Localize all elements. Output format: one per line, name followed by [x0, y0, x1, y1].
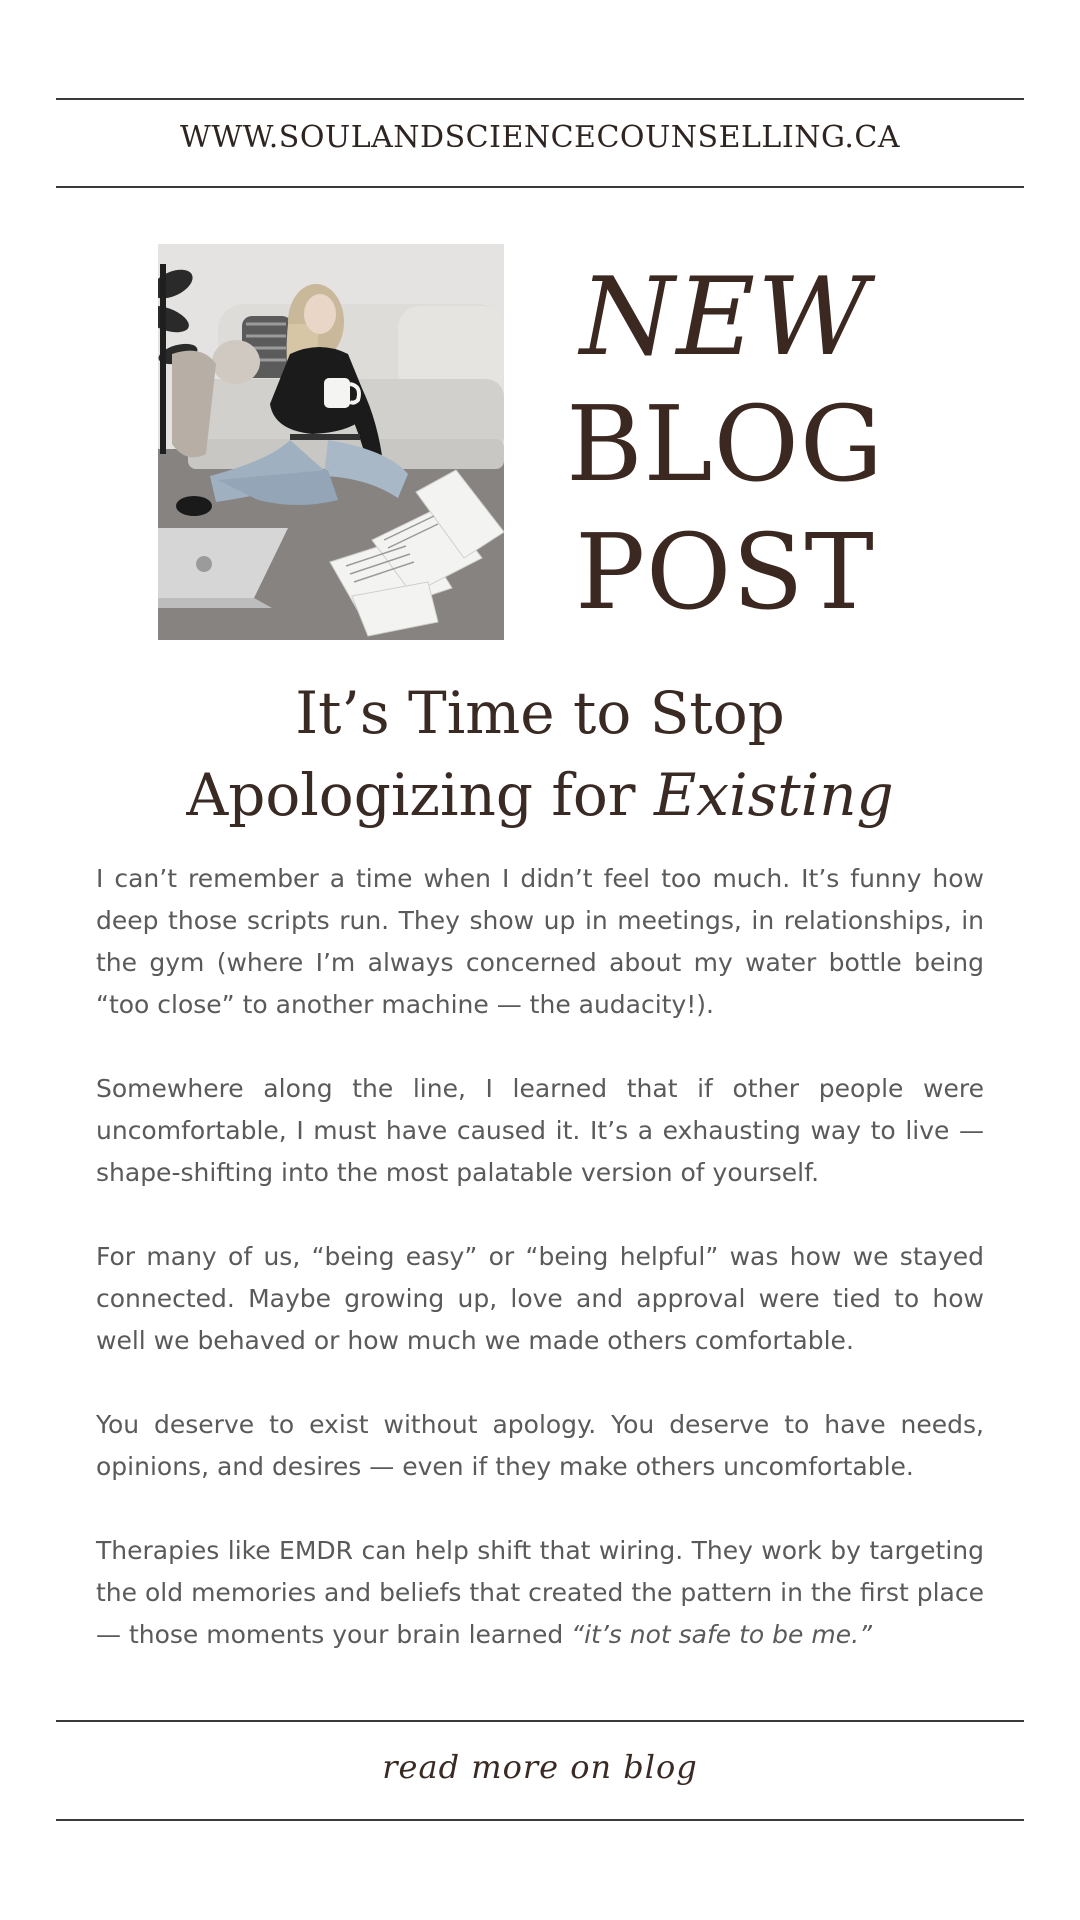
article-paragraph: I can’t remember a time when I didn’t feel too much. It’s funny how deep those scripts run. They show up in meetings, in relationships, in the gym (where I’m always concerned about my water bottle being “too close” to another machine — the audacity!). — [96, 864, 984, 1019]
article-paragraph: You deserve to exist without apology. You deserve to have needs, opinions, and desires — even if they make others uncomfortable. — [96, 1410, 984, 1481]
heading-new: NEW — [579, 255, 871, 380]
article-paragraph: For many of us, “being easy” or “being helpful” was how we stayed connected. Maybe growing up, love and approval were tied to how well we behaved or how much we made others comfortable. — [96, 1242, 984, 1355]
post-title — [80, 672, 1000, 836]
heading-blog: BLOG — [566, 383, 884, 505]
post-title-line2 — [80, 754, 1000, 836]
post-title-line2-plain: Apologizing for — [186, 761, 654, 829]
blog-photo — [158, 244, 504, 640]
footer-divider-bottom — [56, 1819, 1024, 1821]
last-paragraph-italic: “it’s not safe to be me.” — [571, 1620, 872, 1649]
footer-divider-top — [56, 1720, 1024, 1722]
last-paragraph-plain: Therapies like EMDR can help shift that wiring. They work by targeting the old memories and beliefs that created the pattern in the first place — those moments your brain learned — [96, 1536, 984, 1649]
post-title-line1: It’s Time to Stop — [295, 679, 785, 747]
header-divider — [56, 186, 1024, 188]
post-title-line2-italic: Existing — [653, 761, 894, 829]
read-more-link[interactable]: read more on blog — [382, 1748, 698, 1786]
top-divider — [56, 98, 1024, 100]
article-body — [96, 858, 984, 1698]
website-url[interactable]: WWW.SOULANDSCIENCECOUNSELLING.CA — [179, 120, 900, 155]
heading-post: POST — [575, 511, 875, 633]
new-blog-post-heading — [560, 256, 890, 636]
article-paragraph-last — [96, 1530, 984, 1656]
woman-with-laptop-illustration — [158, 244, 504, 640]
article-paragraph: Somewhere along the line, I learned that if other people were uncomfortable, I must have caused it. It’s a exhausting way to live — shape-shifting into the most palatable version of yourself. — [96, 1074, 984, 1187]
